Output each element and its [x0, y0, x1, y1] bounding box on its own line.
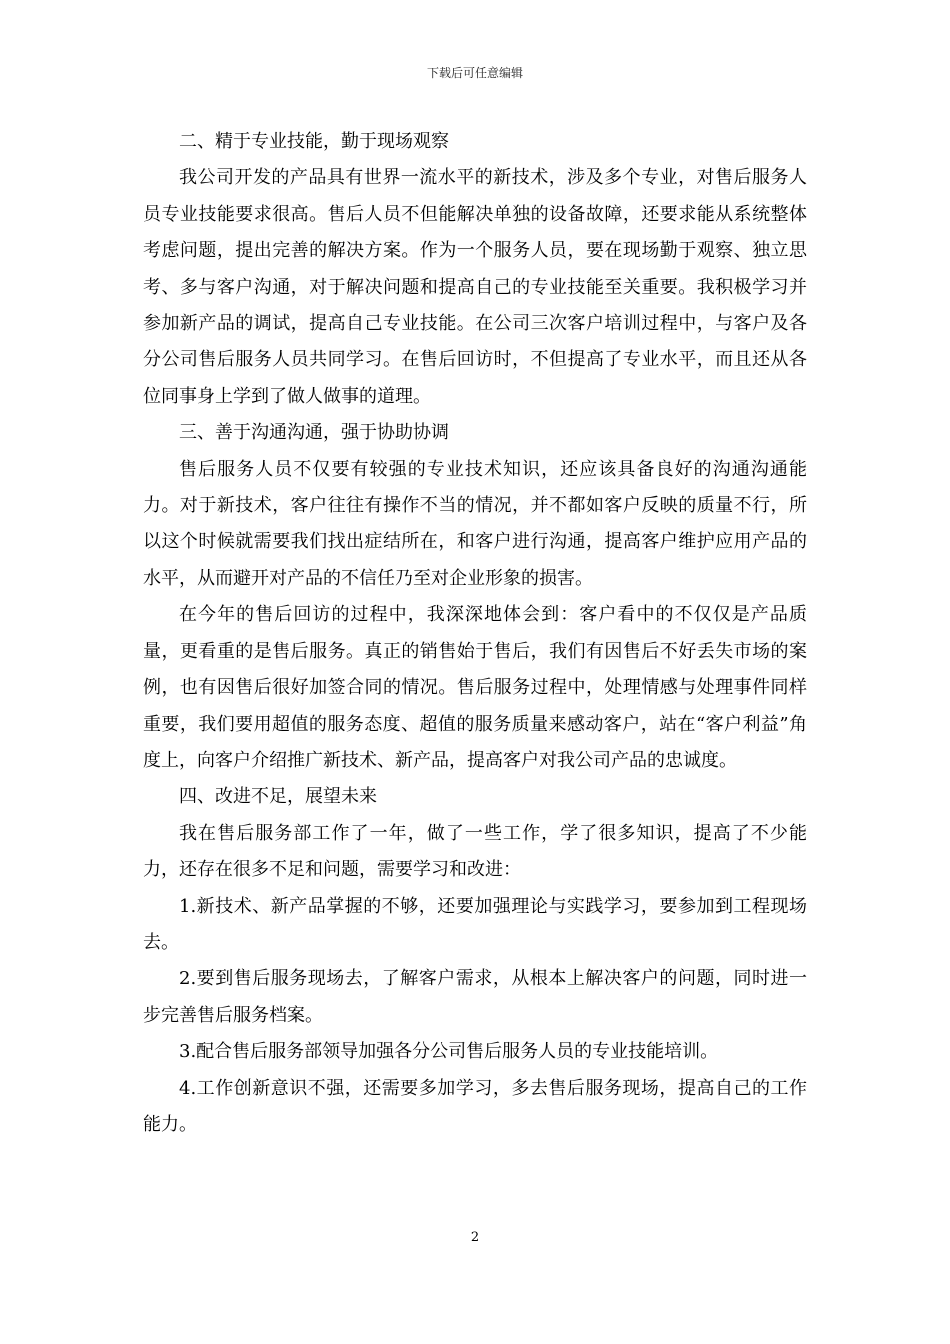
page-header: 下载后可任意编辑 — [426, 66, 523, 80]
page-number: 2 — [470, 1230, 480, 1245]
paragraph: 售后服务人员不仅要有较强的专业技术知识，还应该具备良好的沟通沟通能力。对于新技术，客户往往有操作不当的情况，并不都如客户反映的质量不行，所以这个时候就需要我们找出症结所在，和客户进行沟通，提高客户维护应用产品的水平，从而避开对产品的不信任乃至对企业形象的损害。 — [143, 458, 807, 589]
document-body — [143, 124, 807, 1143]
list-item: 2.要到售后服务现场去，了解客户需求，从根本上解决客户的问题，同时进一步完善售后服务档案。 — [143, 968, 807, 1026]
list-item: 4.工作创新意识不强，还需要多加学习，多去售后服务现场，提高自己的工作能力。 — [143, 1077, 807, 1135]
paragraph: 在今年的售后回访的过程中，我深深地体会到：客户看中的不仅仅是产品质量，更看重的是售后服务。真正的销售始于售后，我们有因售后不好丢失市场的案例，也有因售后很好加签合同的情况。售后服务过程中，处理情感与处理事件同样重要，我们要用超值的服务态度、超值的服务质量来感动客户，站在“客户利益”角度上，向客户介绍推广新技术、新产品，提高客户对我公司产品的忠诚度。 — [143, 604, 807, 771]
paragraph: 我公司开发的产品具有世界一流水平的新技术，涉及多个专业，对售后服务人员专业技能要求很高。售后人员不但能解决单独的设备故障，还要求能从系统整体考虑问题，提出完善的解决方案。作为一个服务人员，要在现场勤于观察、独立思考、多与客户沟通，对于解决问题和提高自己的专业技能至关重要。我积极学习并参加新产品的调试，提高自己专业技能。在公司三次客户培训过程中，与客户及各分公司售后服务人员共同学习。在售后回访时，不但提高了专业水平，而且还从各位同事身上学到了做人做事的道理。 — [143, 167, 807, 407]
paragraph: 我在售后服务部工作了一年，做了一些工作，学了很多知识，提高了不少能力，还存在很多不足和问题，需要学习和改进： — [143, 822, 807, 881]
section-heading-4: 四、改进不足，展望未来 — [179, 786, 377, 808]
section-heading-3: 三、善于沟通沟通，强于协助协调 — [179, 422, 449, 444]
list-item: 3.配合售后服务部领导加强各分公司售后服务人员的专业技能培训。 — [179, 1041, 719, 1063]
section-heading-2: 二、精于专业技能，勤于现场观察 — [179, 131, 449, 152]
list-item: 1.新技术、新产品掌握的不够，还要加强理论与实践学习，要参加到工程现场去。 — [143, 895, 807, 953]
